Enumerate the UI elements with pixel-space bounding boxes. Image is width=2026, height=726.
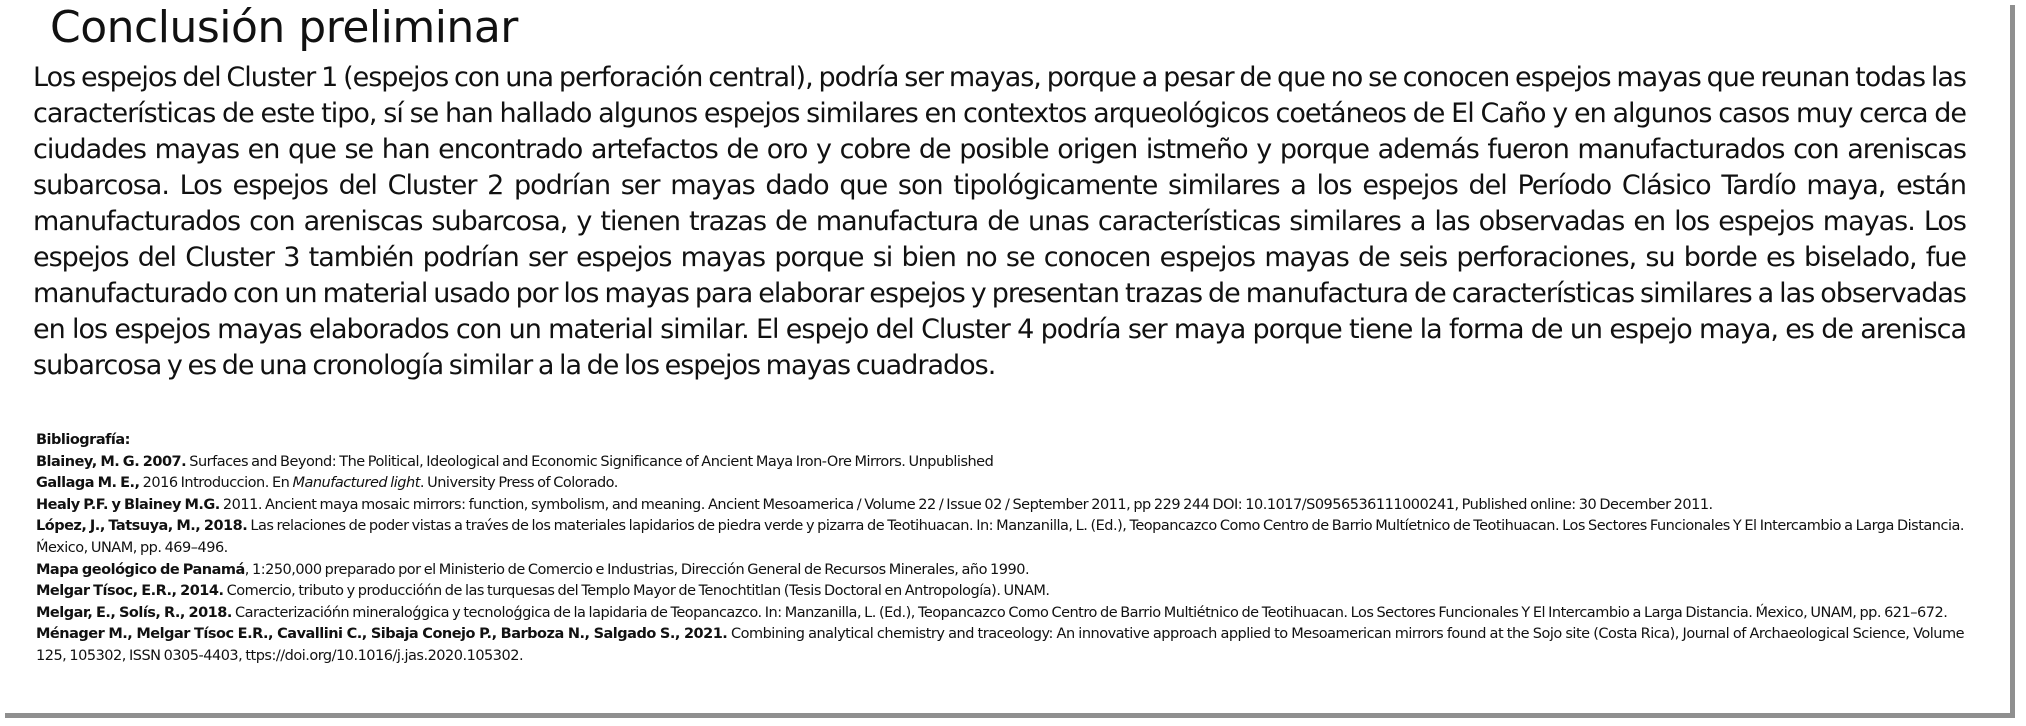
bib-author: Gallaga M. E., (36, 475, 140, 492)
bibliography-heading: Bibliografía: (36, 432, 130, 448)
bib-text: 2016 Introduccion. En (139, 475, 293, 492)
bib-book-title: Manufactured light (292, 475, 420, 492)
bibliography-entry (36, 624, 1964, 667)
bib-text: Las relaciones de poder vistas a trav́es de los materiales lapidarios de piedra verde y pizarra de Teotihuacan. In: Manzanilla, L. (Ed.), Teopancazco Como Centro de Barrio Multíetnico de Teotihuacan. Los Sectores Funcionales Y El Intercambio a Larga Distancia. Ḿexico, UNAM, pp. 469–496. (36, 518, 1964, 556)
bib-text: Caracterizacióńn mineraloǵgica y tecnoloǵgica de la lapidaria de Teopancazco. In: Manzanilla, L. (Ed.), Teopancazco Como Centro de Barrio Multiétnico de Teotihuacan. Los Sectores Funcionales Y El Intercambio a Larga Distancia. Ḿexico, UNAM, pp. 621–672. (231, 604, 1948, 621)
bib-text-tail: . University Press of Colorado. (419, 475, 618, 492)
bib-author: López, J., Tatsuya, M., 2018. (36, 518, 248, 535)
bibliography-entry (36, 473, 1964, 495)
bib-author: Melgar Tísoc, E.R., 2014. (36, 583, 224, 600)
bib-text: Combining analytical chemistry and traceology: An innovative approach applied to Mesoamerican mirrors found at the Sojo site (Costa Rica), Journal of Archaeological Science, Volume 125, 105302, ISSN 0305-4403, ttps://doi.org/10.1016/j.jas.2020.105302. (36, 626, 1964, 664)
bib-author: Ménager M., Melgar Tísoc E.R., Cavallini C., Sibaja Conejo P., Barboza N., Salgado S., 2021. (36, 626, 728, 643)
bib-text: , 1:250,000 preparado por el Ministerio de Comercio e Industrias, Dirección General de Recursos Minerales, año 1990. (244, 561, 1030, 578)
bib-text: 2011. Ancient maya mosaic mirrors: function, symbolism, and meaning. Ancient Mesoamerica / Volume 22 / Issue 02 / September 2011, pp 229 244 DOI: 10.1017/S0956536111000241, Published online: 30 December 2011. (219, 496, 1713, 513)
bib-text: Comercio, tributo y produccióńn de las turquesas del Templo Mayor de Tenochtitlan (Tesis Doctoral en Antropología). UNAM. (223, 583, 1050, 600)
conclusion-paragraph: Los espejos del Cluster 1 (espejos con una perforación central), podría ser mayas, porque a pesar de que no se conocen espejos mayas que reunan todas las características de este tipo, sí se han hallado algunos espejos similares en contextos arqueológicos coetáneos de El Caño y en algunos casos muy cerca de ciudades mayas en que se han encontrado artefactos de oro y cobre de posible origen istmeño y porque además fueron manufacturados con areniscas subarcosa. Los espejos del Cluster 2 podrían ser mayas dado que son tipológicamente similares a los espejos del Período Clásico Tardío maya, están manufacturados con areniscas subarcosa, y tienen trazas de manufactura de unas características similares a las observadas en los espejos mayas. Los espejos del Cluster 3 también podrían ser espejos mayas porque si bien no se conocen espejos mayas de seis perforaciones, su borde es biselado, fue manufacturado con un material usado por los mayas para elaborar espejos y presentan trazas de manufactura de características similares a las observadas en los espejos mayas elaborados con un material similar. El espejo del Cluster 4 podría ser maya porque tiene la forma de un espejo maya, es de arenisca subarcosa y es de una cronología similar a la de los espejos mayas cuadrados. (33, 62, 1966, 381)
bibliography-section (36, 430, 1964, 668)
bib-author: Melgar, E., Solís, R., 2018. (36, 604, 232, 621)
bibliography-entry (36, 603, 1964, 625)
bib-text: Surfaces and Beyond: The Political, Ideological and Economic Significance of Ancient Maya Iron-Ore Mirrors. Unpublished (186, 453, 994, 470)
bibliography-entry (36, 581, 1964, 603)
bib-author: Mapa geológico de Panamá (36, 561, 245, 578)
page-title: Conclusión preliminar (50, 2, 518, 53)
bibliography-entry (36, 516, 1964, 559)
bibliography-entry (36, 560, 1964, 582)
bibliography-entry (36, 452, 1964, 474)
bibliography-entry (36, 495, 1964, 517)
bib-author: Blainey, M. G. 2007. (36, 453, 187, 470)
bib-author: Healy P.F. y Blainey M.G. (36, 496, 220, 513)
